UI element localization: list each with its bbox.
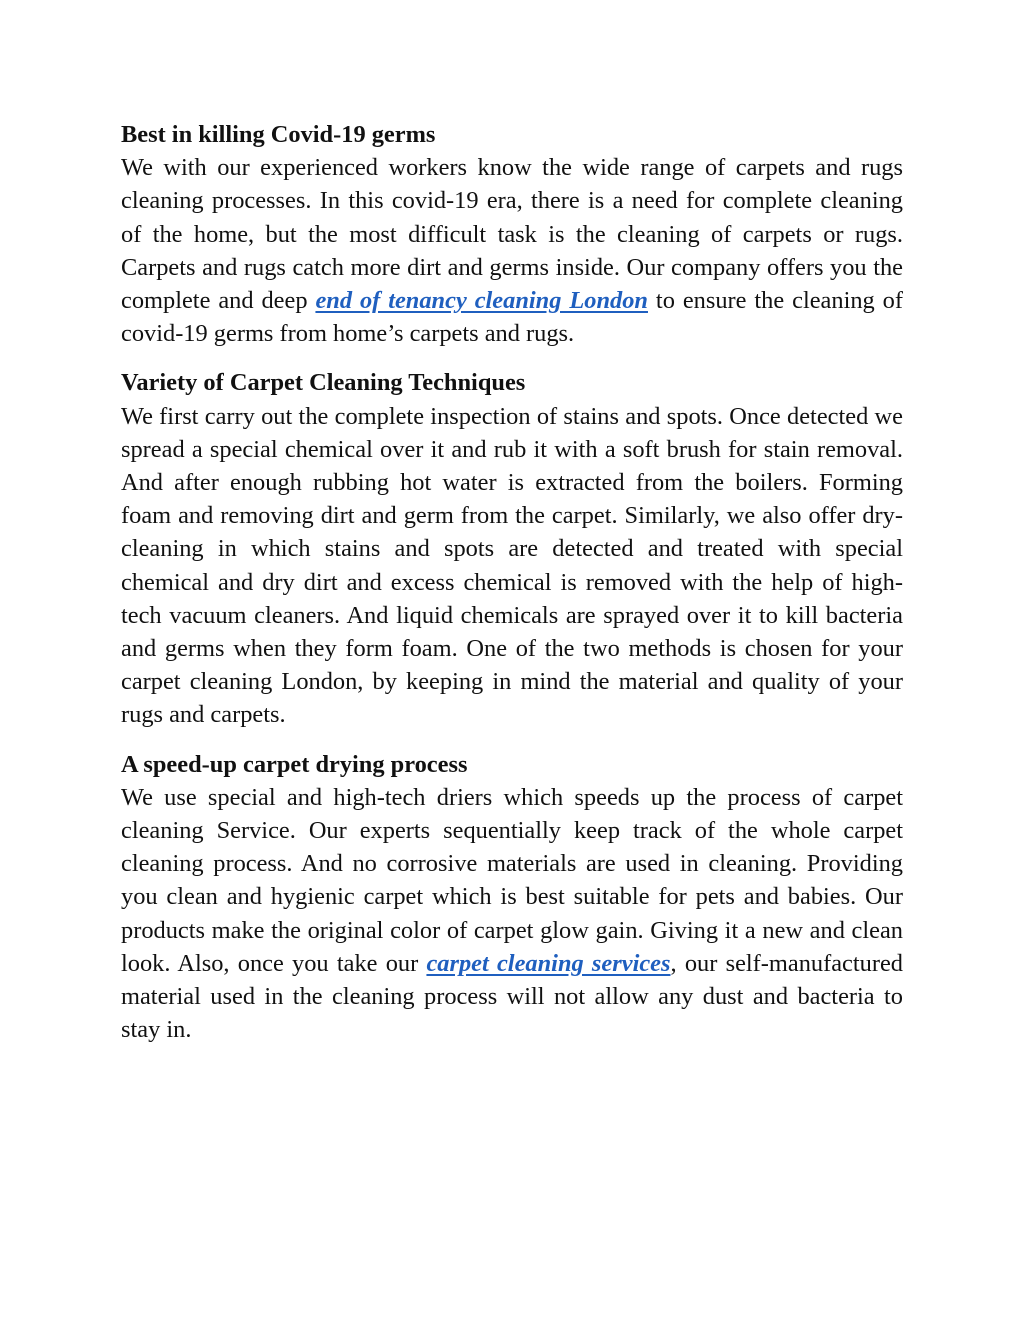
paragraph-text: , our self-manufactured material used in the cleaning process will not allow any dust and bacteria to stay in.: [121, 949, 903, 1044]
section-paragraph: We first carry out the complete inspection of stains and spots. Once detected we spread a special chemical over it and rub it with a soft brush for stain removal. And after enough rubbing hot water is extracted from the boilers. Forming foam and removing dirt and germ from the carpet. Similarly, we also offer dry-cleaning in which stains and spots are detected and treated with special chemical and dry dirt and excess chemical is removed with the help of high-tech vacuum cleaners. And liquid chemicals are sprayed over it to kill bacteria and germs when they form foam. One of the two methods is chosen for your carpet cleaning London, by keeping in mind the material and quality of your rugs and carpets.: [121, 402, 903, 729]
end-of-tenancy-cleaning-link[interactable]: end of tenancy cleaning London: [315, 287, 648, 315]
paragraph-text: We with our experienced workers know the wide range of carpets and rugs cleaning processes. In this covid-19 era, there is a need for complete cleaning of the home, but the most difficult task is the cleaning of carpets or rugs. Carpets and rugs catch more dirt and germs inside. Our company offers you the complete and deep: [121, 154, 903, 315]
section-heading: Best in killing Covid-19 germs: [121, 121, 436, 148]
carpet-cleaning-services-link[interactable]: carpet cleaning services: [426, 949, 671, 977]
paragraph-text: We use special and high-tech driers which speeds up the process of carpet cleaning Service. Our experts sequentially keep track of the whole carpet cleaning process. And no corrosive materials are used in cleaning. Providing you clean and hygienic carpet which is best suitable for pets and babies. Our products make the original color of carpet glow gain. Giving it a new and clean look. Also, once you take our: [121, 783, 903, 977]
section-paragraph: [121, 781, 903, 1047]
paragraph-text: to ensure the cleaning of covid-19 germs from home’s carpets and rugs.: [121, 287, 903, 348]
section-heading: Variety of Carpet Cleaning Techniques: [121, 369, 526, 397]
section-drying-process: [121, 748, 903, 1047]
section-paragraph: [121, 151, 903, 350]
section-cleaning-techniques: [121, 366, 903, 731]
section-heading: A speed-up carpet drying process: [121, 750, 468, 778]
document-page: [121, 118, 903, 1062]
section-covid-germs: [121, 118, 903, 350]
